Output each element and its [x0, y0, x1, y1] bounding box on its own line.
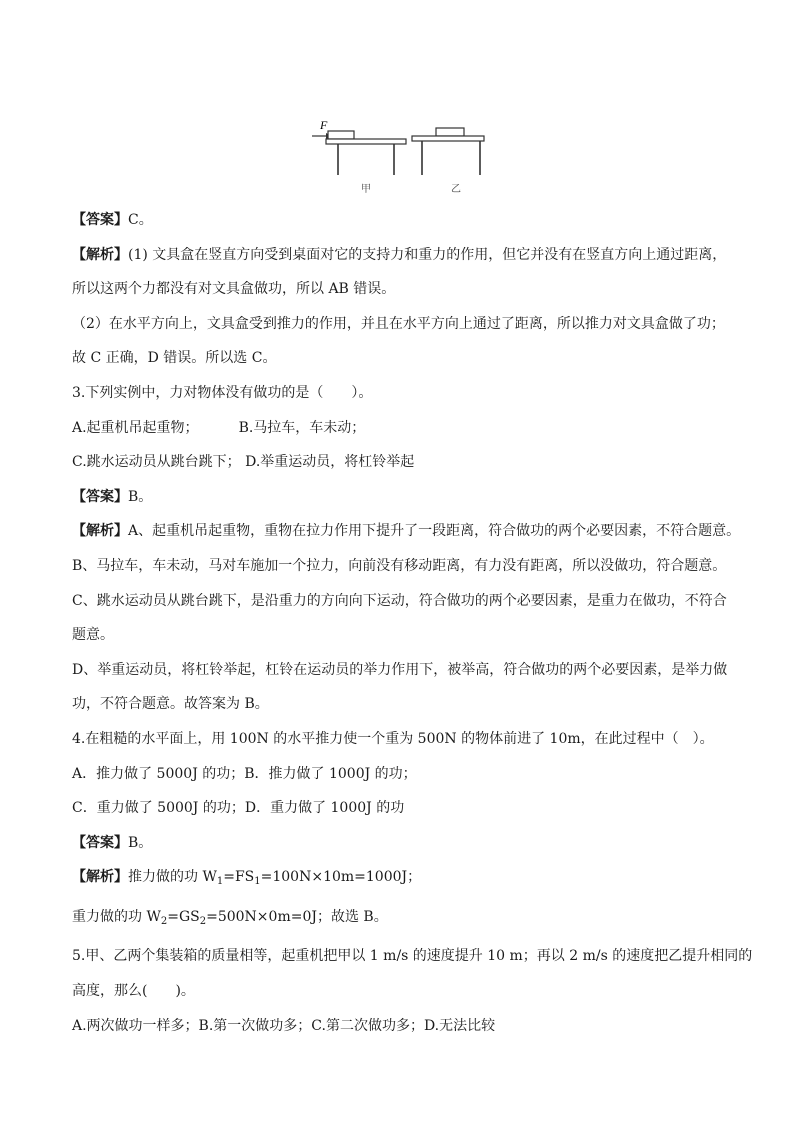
desk-pushing-figure [308, 112, 498, 200]
analysis-line: 故 C 正确，D 错误。所以选 C。 [72, 350, 277, 367]
pencil-box-left [328, 131, 354, 139]
question-5: 5.甲、乙两个集装箱的质量相等，起重机把甲以 1 m/s 的速度提升 10 m；再以 2 m/s 的速度把乙提升相同的 [72, 948, 753, 965]
options-line: C．重力做了 5000J 的功；D．重力做了 1000J 的功 [72, 800, 405, 817]
answer-line: 【答案】B。 [72, 834, 153, 851]
answer-line: 【答案】B。 [72, 488, 153, 505]
question-3: 3.下列实例中，力对物体没有做功的是（ ）。 [72, 384, 373, 401]
options-line: A.两次做功一样多；B.第一次做功多；C.第二次做功多；D.无法比较 [72, 1017, 496, 1034]
analysis-line: 【解析】推力做的功 $W_1=FS_1=100N\times 10m=1000J$； [72, 869, 422, 888]
question-4: 4.在粗糙的水平面上，用 100N 的水平推力使一个重为 500N 的物体前进了 10m，在此过程中（ ）。 [72, 730, 714, 747]
analysis-line: 【解析】(1) 文具盒在竖直方向受到桌面对它的支持力和重力的作用，但它并没有在竖直方向上通过距离， [72, 246, 727, 263]
analysis-line: 功，不符合题意。故答案为 B。 [72, 696, 269, 713]
analysis-line: （2）在水平方向上，文具盒受到推力的作用，并且在水平方向上通过了距离，所以推力对文具盒做了功； [72, 315, 725, 332]
desk-top-right [412, 136, 484, 141]
analysis-line: 【解析】A、起重机吊起重物，重物在拉力作用下提升了一段距离，符合做功的两个必要因素，不符合题意。 [72, 523, 741, 540]
force-label: F [320, 118, 328, 132]
options-line: A.起重机吊起重物； B.马拉车，车未动； [72, 419, 366, 436]
label-jia: 甲 [361, 184, 371, 195]
analysis-line: B、马拉车，车未动，马对车施加一个拉力，向前没有移动距离，有力没有距离，所以没做功，符合题意。 [72, 557, 727, 574]
analysis-line: 题意。 [72, 627, 114, 644]
analysis-line: C、跳水运动员从跳台跳下，是沿重力的方向向下运动，符合做功的两个必要因素，是重力在做功，不符合 [72, 592, 727, 609]
analysis-line: D、举重运动员，将杠铃举起，杠铃在运动员的举力作用下，被举高，符合做功的两个必要因素，是举力做 [72, 661, 728, 678]
options-line: A．推力做了 5000J 的功；B．推力做了 1000J 的功； [72, 765, 417, 782]
options-line: C.跳水运动员从跳台跳下； D.举重运动员，将杠铃举起 [72, 454, 415, 471]
document-body [72, 210, 753, 1036]
desk-top-left [326, 139, 406, 144]
analysis-line: 重力做的功 $W_2=GS_2=500N\times 0m=0J$；故选 B。 [72, 908, 388, 927]
question-5-cont: 高度，那么( )。 [72, 983, 195, 1000]
label-yi: 乙 [451, 184, 461, 195]
pencil-box-right [436, 128, 464, 136]
answer-line: 【答案】C。 [72, 212, 153, 228]
analysis-line: 所以这两个力都没有对文具盒做功，所以 AB 错误。 [72, 281, 396, 298]
